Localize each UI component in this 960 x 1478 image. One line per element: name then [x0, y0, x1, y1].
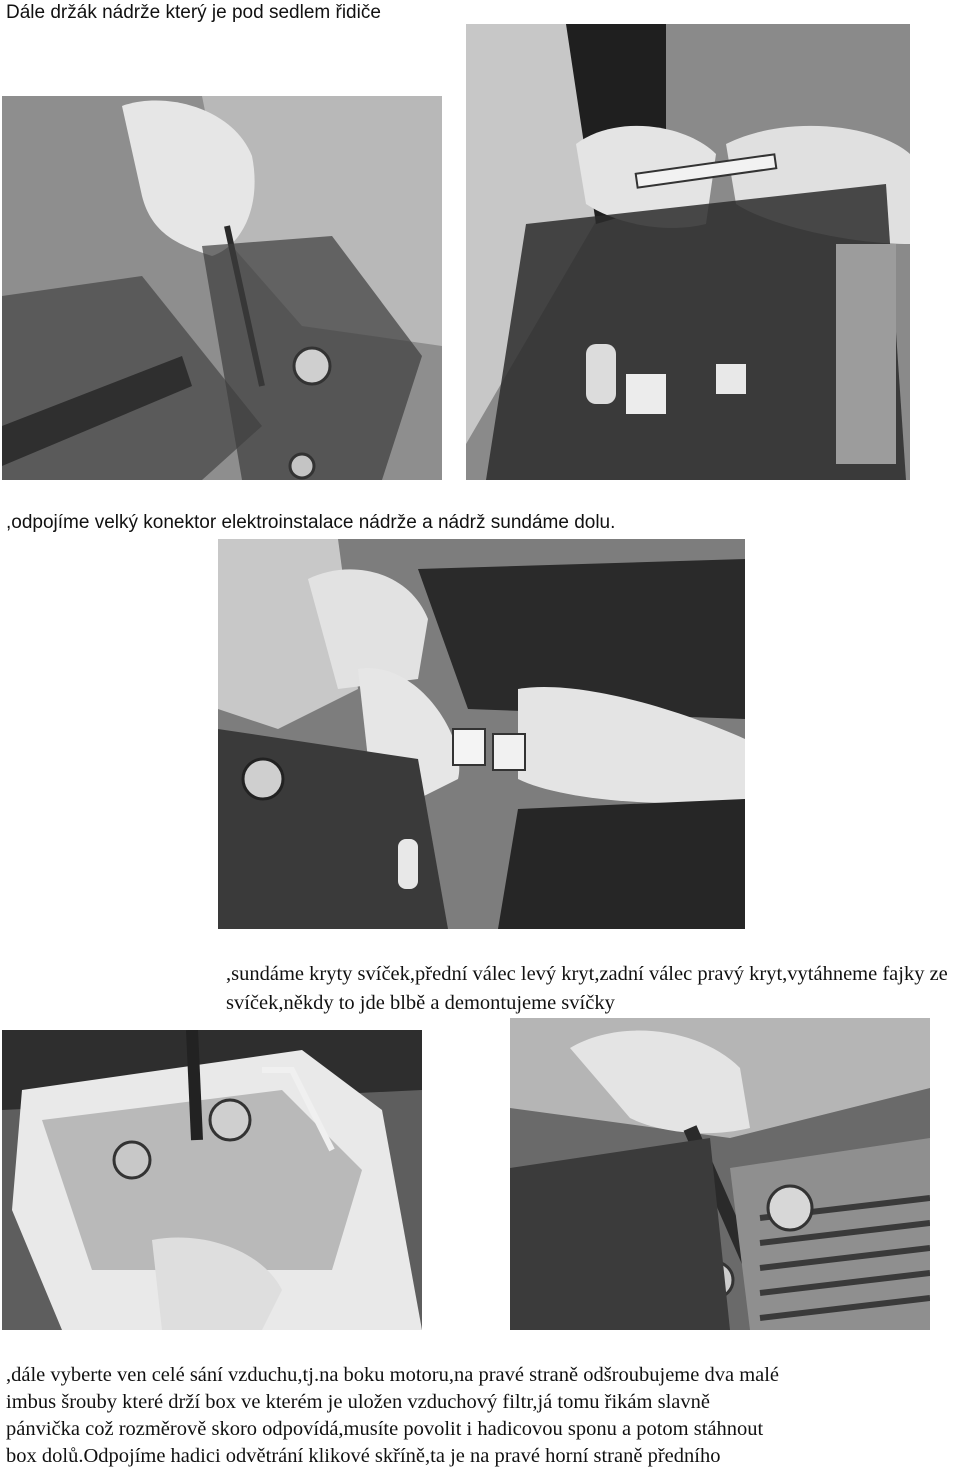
- photo-seat-bracket-wrench: [466, 24, 910, 480]
- photo-unplug-connector: [218, 539, 745, 929]
- photo-remove-spark-plug: [510, 1018, 930, 1330]
- paragraph-line: pánvička což rozměrově skoro odpovídá,musíte povolit i hadicovou sponu a potom stáhnout: [6, 1418, 764, 1440]
- caption-connector: ,odpojíme velký konektor elektroinstalace nádrže a nádrž sundáme dolu.: [6, 512, 616, 533]
- paragraph-line: ,dále vyberte ven celé sání vzduchu,tj.na boku motoru,na pravé straně odšroubujeme dva malé: [6, 1364, 780, 1386]
- paragraph-air-intake: [6, 1362, 958, 1470]
- caption-spark-plugs-line2: svíček,někdy to jde blbě a demontujeme svíčky: [226, 992, 615, 1014]
- paragraph-line: imbus šrouby které drží box ve kterém je uložen vzduchový filtr,já tomu řikám slavně: [6, 1391, 710, 1413]
- photo-tank-bracket-screwdriver: [2, 96, 442, 480]
- caption-spark-plugs-line1: ,sundáme kryty svíček,přední válec levý kryt,zadní válec pravý kryt,vytáhneme fajky ze: [226, 963, 948, 985]
- caption-tank-bracket: Dále držák nádrže který je pod sedlem řidiče: [6, 2, 381, 23]
- paragraph-line: box dolů.Odpojíme hadici odvětrání klikové skříně,ta je na pravé horní straně předního: [6, 1445, 721, 1467]
- photo-spark-plug-cover: [2, 1030, 422, 1330]
